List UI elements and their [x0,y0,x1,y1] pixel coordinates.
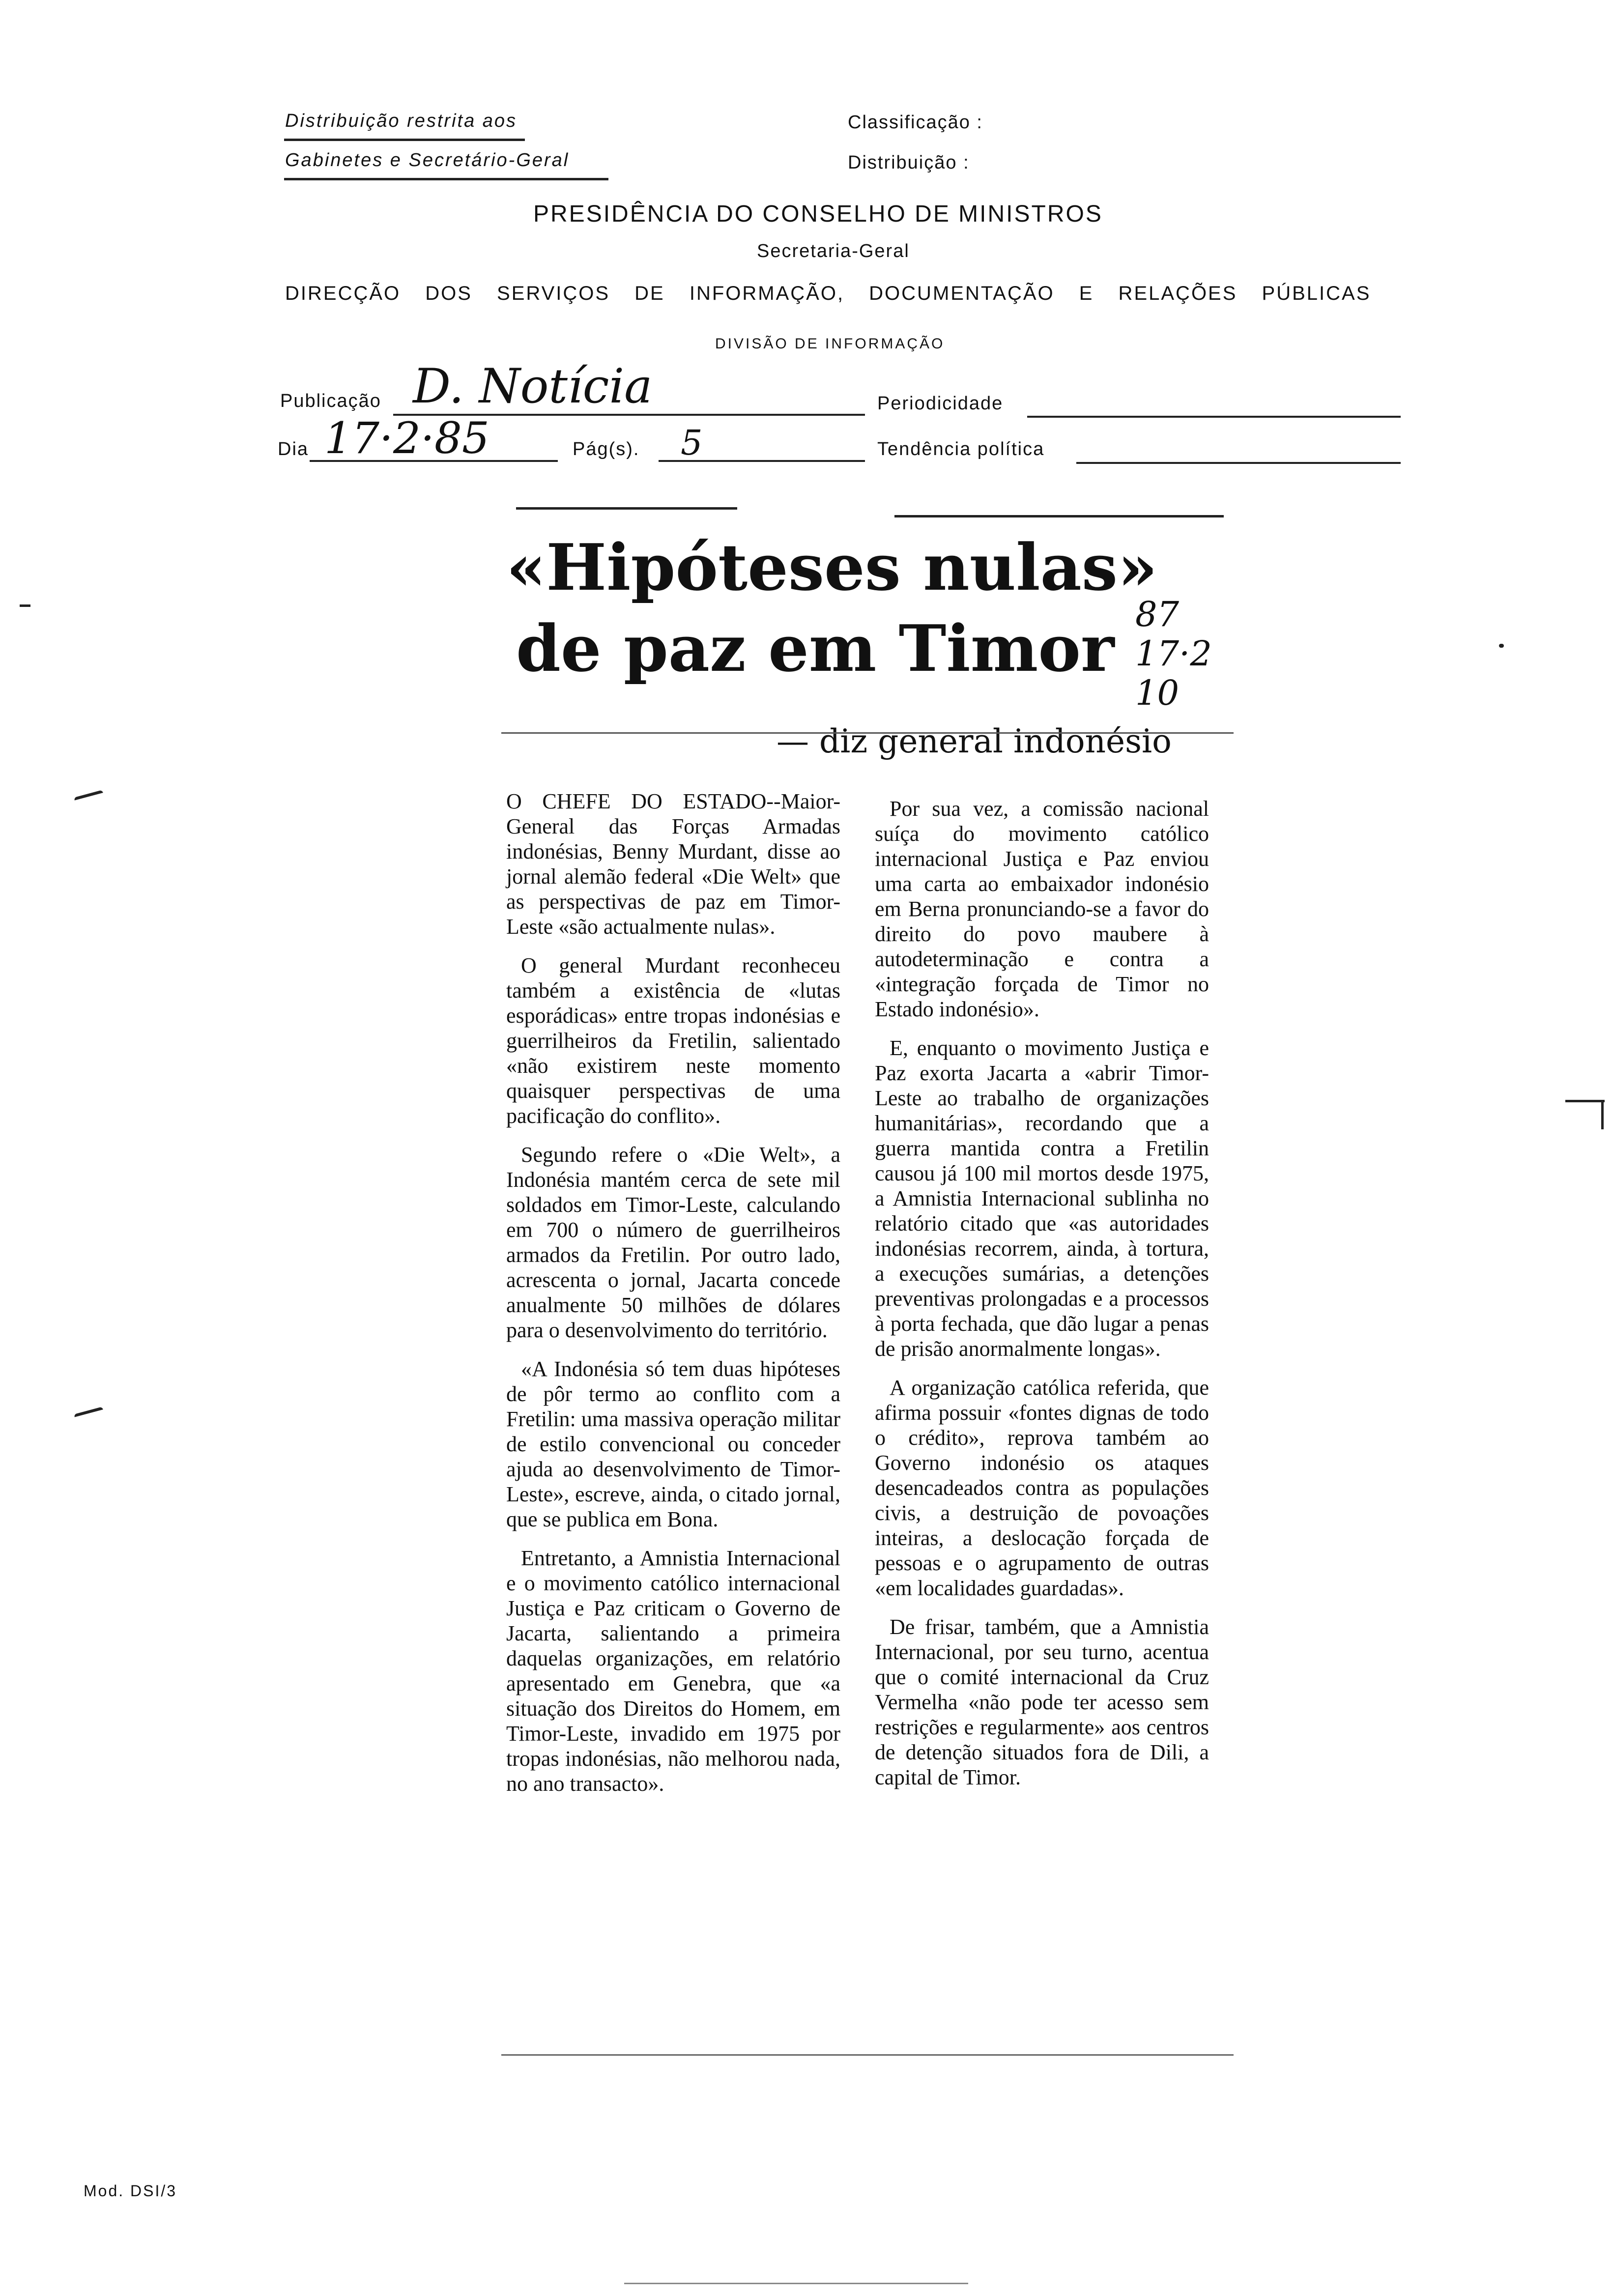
right-paragraph-2: E, enquanto o movimento Justiça e Paz exorta Jacarta a «abrir Timor-Leste ao trabalho de organizações humanitárias», recordando que a guerra mantida contra a Fretilin causou já 100 mil mortos desde 1975, a Amnistia Internacional sublinha no relatório citado que «as autoridades indonésias recorrem, ainda, à tortura, a execuções sumárias, a detenções preventivas prolongadas e a processos à porta fechada, que dão lugar a penas de prisão anormalmente longas». [875,1036,1209,1361]
subhead: — diz general indonésio [777,722,1172,760]
pages-underline [659,460,865,462]
left-paragraph-3: Segundo refere o «Die Welt», a Indonésia mantém cerca de sete mil soldados em Timor-Leste, calculando em 700 o número de guerrilheiros armados da Fretilin. Por outro lado, acrescenta o jornal, Jacarta concede anualmente 50 milhões de dólares para o desenvolvimento do território. [506,1143,840,1342]
clipping-bottom-rule [501,2054,1234,2056]
distribution-restriction-line1: Distribuição restrita aos [285,111,518,131]
tendency-label: Tendência política [877,439,1045,459]
left-paragraph-1: O CHEFE DO ESTADO--Maior-General das Forças Armadas indonésias, Benny Murdant, disse ao jornal alemão federal «Die Welt» que as perspectivas de paz em Timor-Leste «são actualmente nulas». [506,789,840,939]
clipping-top-rule-right [894,515,1224,517]
periodicity-label: Periodicidade [877,393,1004,414]
pages-value: 5 [681,423,703,463]
scan-mark-left-3 [74,1406,103,1417]
classification-label: Classificação : [848,112,983,133]
article-column-left [506,789,840,1810]
scan-mark-right-2 [1601,1100,1604,1129]
day-value: 17·2·85 [324,413,489,463]
form-model-code: Mod. DSI/3 [84,2182,177,2200]
subhead-rule [501,732,1234,734]
distribution-label: Distribuição : [848,152,970,173]
left-paragraph-2: O general Murdant reconheceu também a existência de «lutas esporádicas» entre tropas indonésias e guerrilheiros da Fretilin, salientado «não existirem neste momento quaisquer perspectivas de uma pacificação do conflito». [506,953,840,1128]
secretariat-title: Secretaria-Geral [757,241,910,261]
periodicity-underline [1027,416,1401,418]
scan-mark-left-2 [74,790,103,800]
day-underline [310,460,558,462]
division-title: DIVISÃO DE INFORMAÇÃO [715,336,945,352]
margin-annotation: 87 17·2 10 [1135,594,1212,713]
right-paragraph-4: De frisar, também, que a Amnistia Internacional, por seu turno, acentua que o comité internacional da Cruz Vermelha «não pode ter acesso sem restrições e regularmente» aos centros de detenção situados fora de Dili, a capital de Timor. [875,1615,1209,1789]
day-label: Dia [278,439,309,459]
left-paragraph-4: «A Indonésia só tem duas hipóteses de pôr termo ao conflito com a Fretilin: uma massiva operação militar de estilo convencional ou conceder ajuda ao desenvolvimento de Timor-Leste», escreve, ainda, o citado jornal, que se publica em Bona. [506,1357,840,1531]
clipping-top-rule-left [516,507,737,510]
publication-label: Publicação [280,391,381,411]
right-paragraph-3: A organização católica referida, que afirma possuir «fontes dignas de todo o crédito», reprova também ao Governo indonésio os ataques desencadeados contra as populações civis, a destruição de povoações inteiras, a deslocação forçada de pessoas e o agrupamento de outras «em localidades guardadas». [875,1376,1209,1600]
publication-value: D. Notícia [413,359,653,414]
left-paragraph-5: Entretanto, a Amnistia Internacional e o movimento católico internacional Justiça e Paz criticam o Governo de Jacarta, salientando a primeira daquelas organizações, em relatório apresentado em Genebra, que «a situação dos Direitos do Homem, em Timor-Leste, invadido em 1975 por tropas indonésias, não melhorou nada, no ano transacto». [506,1546,840,1796]
distribution-underline-1 [284,139,525,141]
presidency-title: PRESIDÊNCIA DO CONSELHO DE MINISTROS [533,201,1103,227]
headline-line2: de paz em Timor [516,611,1115,686]
scan-mark-left-1 [20,604,30,607]
article-column-right [875,796,1209,1804]
scan-mark-bottom [624,2283,968,2284]
tendency-underline [1076,462,1401,464]
scan-mark-right-3 [1499,644,1504,648]
headline-line1: «Hipóteses nulas» [506,530,1158,605]
directorate-title: DIRECÇÃO DOS SERVIÇOS DE INFORMAÇÃO, DOCUMENTAÇÃO E RELAÇÕES PÚBLICAS [285,283,1371,304]
pages-label: Pág(s). [573,439,640,459]
distribution-restriction-line2: Gabinetes e Secretário-Geral [285,150,570,171]
right-paragraph-1: Por sua vez, a comissão nacional suíça do movimento católico internacional Justiça e Paz enviou uma carta ao embaixador indonésio em Berna pronunciando-se a favor do direito do povo maubere à autodeterminação e contra a «integração forçada de Timor no Estado indonésio». [875,797,1209,1021]
distribution-underline-2 [284,178,608,180]
scan-mark-right-1 [1565,1100,1605,1102]
